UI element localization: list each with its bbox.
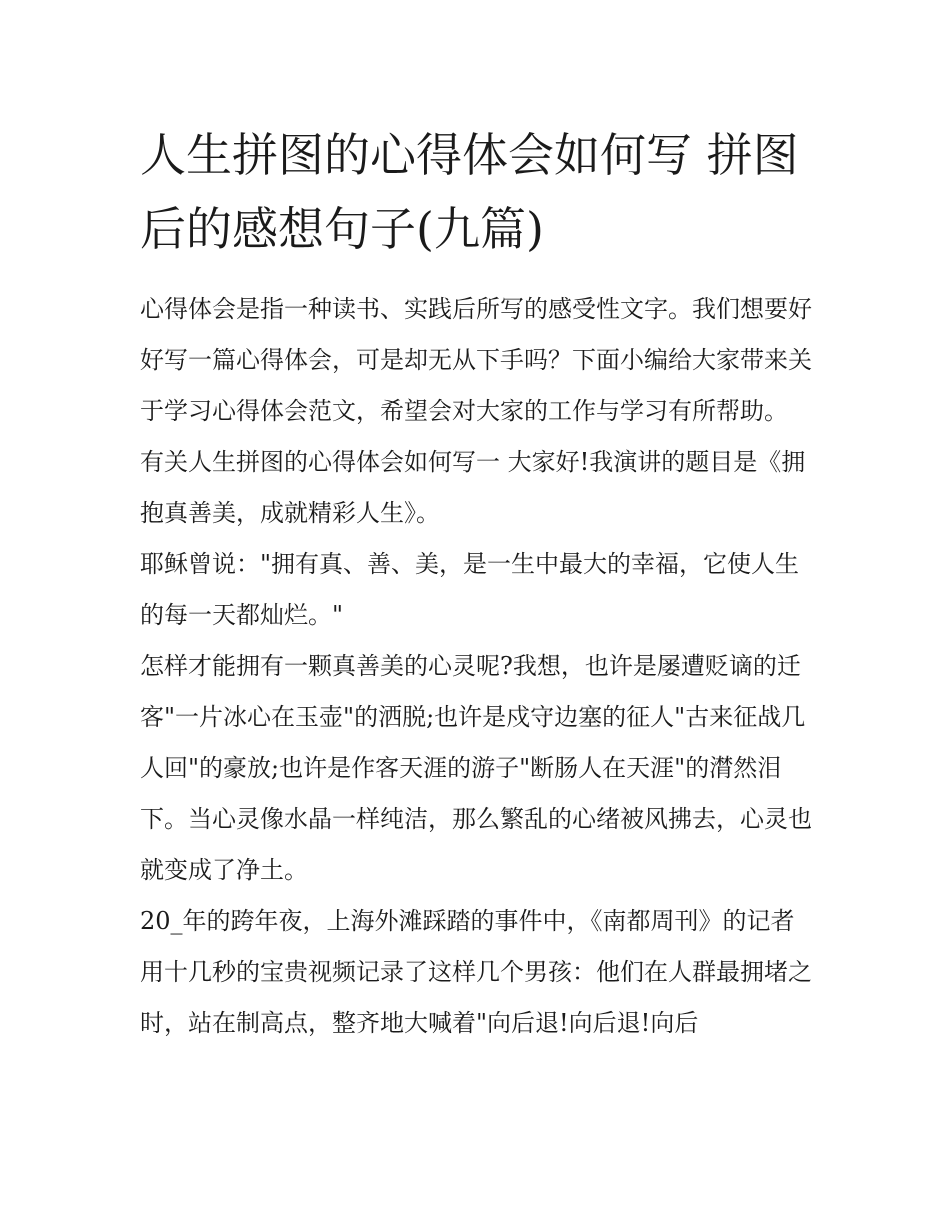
paragraph-intro: 心得体会是指一种读书、实践后所写的感受性文字。我们想要好好写一篇心得体会，可是却无从下手吗？下面小编给大家带来关于学习心得体会范文，希望会对大家的工作与学习有所帮助。: [140, 295, 812, 425]
paragraph-pure-heart: 怎样才能拥有一颗真善美的心灵呢?我想，也许是屡遭贬谪的迁客"一片冰心在玉壶"的洒脱;也许是戍守边塞的征人"古来征战几人回"的豪放;也许是作客天涯的游子"断肠人在天涯"的潸然泪下。当心灵像水晶一样纯洁，那么繁乱的心绪被风拂去，心灵也就变成了净土。: [140, 652, 812, 884]
paragraph-shanghai-event: 20_年的跨年夜，上海外滩踩踏的事件中，《南都周刊》的记者用十几秒的宝贵视频记录了这样几个男孩：他们在人群最拥堵之时，站在制高点，整齐地大喊着"向后退!向后退!向后: [140, 907, 812, 1037]
paragraph-jesus-quote: 耶稣曾说："拥有真、善、美，是一生中最大的幸福，它使人生的每一天都灿烂。": [140, 550, 800, 629]
document-title: 人生拼图的心得体会如何写 拼图后的感想句子(九篇): [140, 128, 799, 256]
paragraph-speech-opening: 有关人生拼图的心得体会如何写一 大家好!我演讲的题目是《拥抱真善美，成就精彩人生》。: [140, 448, 806, 527]
document-body: [140, 118, 816, 1049]
